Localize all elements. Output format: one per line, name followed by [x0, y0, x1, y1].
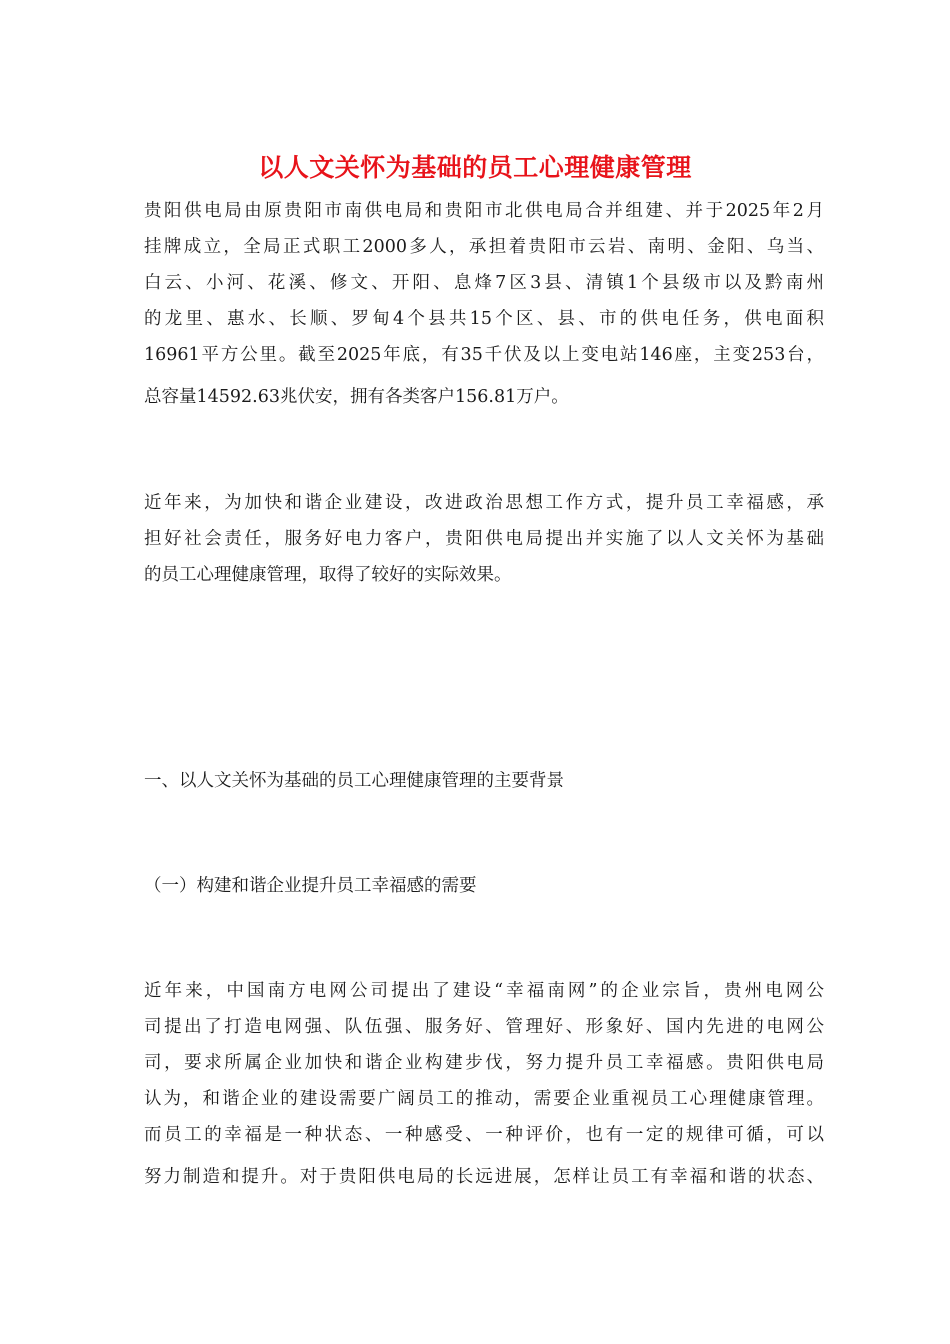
subsection-heading: （一）构建和谐企业提升员工幸福感的需要	[144, 876, 477, 896]
paragraph-1-line: 贵阳供电局由原贵阳市南供电局和贵阳市北供电局合并组建、并于2025年2月	[144, 201, 824, 221]
paragraph-1-line: 总容量14592.63兆伏安，拥有各类客户156.81万户。	[144, 387, 569, 407]
paragraph-3-line: 认为，和谐企业的建设需要广阔员工的推动，需要企业重视员工心理健康管理。	[144, 1089, 824, 1109]
document-title: 以人文关怀为基础的员工心理健康管理	[258, 153, 692, 182]
paragraph-1-line: 挂牌成立，全局正式职工2000多人，承担着贵阳市云岩、南明、金阳、乌当、	[144, 237, 824, 257]
paragraph-1-line: 的龙里、惠水、长顺、罗甸4个县共15个区、县、市的供电任务，供电面积	[144, 309, 824, 329]
paragraph-2-line: 担好社会责任，服务好电力客户，贵阳供电局提出并实施了以人文关怀为基础	[144, 529, 824, 549]
paragraph-1-line: 白云、小河、花溪、修文、开阳、息烽7区3县、清镇1个县级市以及黔南州	[144, 273, 824, 293]
paragraph-3-line: 司，要求所属企业加快和谐企业构建步伐，努力提升员工幸福感。贵阳供电局	[144, 1053, 824, 1073]
paragraph-3-line: 近年来，中国南方电网公司提出了建设“幸福南网”的企业宗旨，贵州电网公	[144, 981, 824, 1001]
paragraph-3-line: 而员工的幸福是一种状态、一种感受、一种评价，也有一定的规律可循，可以	[144, 1125, 824, 1145]
paragraph-3-line: 努力制造和提升。对于贵阳供电局的长远进展，怎样让员工有幸福和谐的状态、	[144, 1167, 824, 1187]
section-heading: 一、以人文关怀为基础的员工心理健康管理的主要背景	[144, 771, 564, 791]
paragraph-2-line: 的员工心理健康管理，取得了较好的实际效果。	[144, 565, 512, 585]
paragraph-3-line: 司提出了打造电网强、队伍强、服务好、管理好、形象好、国内先进的电网公	[144, 1017, 824, 1037]
paragraph-1-line: 16961平方公里。截至2025年底，有35千伏及以上变电站146座，主变253台，	[144, 345, 824, 365]
paragraph-2-line: 近年来，为加快和谐企业建设，改进政治思想工作方式，提升员工幸福感，承	[144, 493, 824, 513]
